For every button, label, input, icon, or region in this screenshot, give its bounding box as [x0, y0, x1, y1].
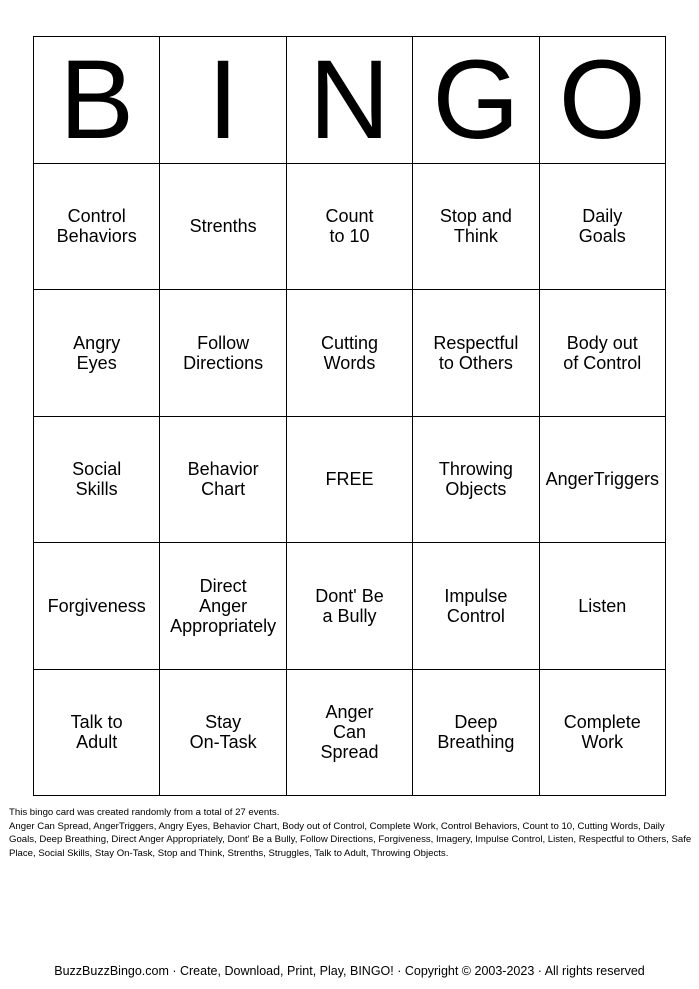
- page-footer: BuzzBuzzBingo.com · Create, Download, Print, Play, BINGO! · Copyright © 2003-2023 · All rights reserved: [54, 964, 645, 978]
- header-letter-n: N: [287, 37, 413, 164]
- header-letter-i: I: [160, 37, 286, 164]
- bingo-cell: Strenths: [160, 164, 286, 291]
- bingo-cell: Forgiveness: [34, 543, 160, 670]
- bingo-cell: Deep Breathing: [413, 670, 539, 797]
- bingo-cell: Direct Anger Appropriately: [160, 543, 286, 670]
- bingo-cell: Impulse Control: [413, 543, 539, 670]
- bingo-cell: Count to 10: [287, 164, 413, 291]
- free-space-cell: FREE: [287, 417, 413, 544]
- bingo-cell: Social Skills: [34, 417, 160, 544]
- card-info-event-list: Anger Can Spread, AngerTriggers, Angry Eyes, Behavior Chart, Body out of Control, Complete Work, Control Behaviors, Count to 10, Cutting Words, Daily Goals, Deep Breathing, Direct Anger Appropriately, Dont' Be a Bully, Follow Directions, Forgiveness, Imagery, Impulse Control, Listen, Respectful to Others, Safe Place, Social Skills, Stay On-Task, Stop and Think, Strenths, Struggles, Talk to Adult, Throwing Objects.: [9, 820, 692, 859]
- bingo-cell: Stop and Think: [413, 164, 539, 291]
- bingo-cell: Dont' Be a Bully: [287, 543, 413, 670]
- bingo-cell: Body out of Control: [540, 290, 666, 417]
- header-letter-b: B: [34, 37, 160, 164]
- bingo-card: [33, 36, 666, 796]
- bingo-cell: Stay On-Task: [160, 670, 286, 797]
- bingo-cell: Anger Can Spread: [287, 670, 413, 797]
- bingo-cell: Behavior Chart: [160, 417, 286, 544]
- card-info-summary: This bingo card was created randomly from a total of 27 events.: [9, 807, 280, 818]
- bingo-cell: Control Behaviors: [34, 164, 160, 291]
- bingo-cell: Daily Goals: [540, 164, 666, 291]
- bingo-cell: Talk to Adult: [34, 670, 160, 797]
- bingo-cell: Listen: [540, 543, 666, 670]
- header-letter-o: O: [540, 37, 666, 164]
- bingo-cell: Follow Directions: [160, 290, 286, 417]
- bingo-cell: Angry Eyes: [34, 290, 160, 417]
- bingo-cell: Cutting Words: [287, 290, 413, 417]
- bingo-cell: Respectful to Others: [413, 290, 539, 417]
- card-info: [9, 806, 693, 860]
- bingo-cell: Throwing Objects: [413, 417, 539, 544]
- bingo-cell: Complete Work: [540, 670, 666, 797]
- header-letter-g: G: [413, 37, 539, 164]
- bingo-cell: AngerTriggers: [540, 417, 666, 544]
